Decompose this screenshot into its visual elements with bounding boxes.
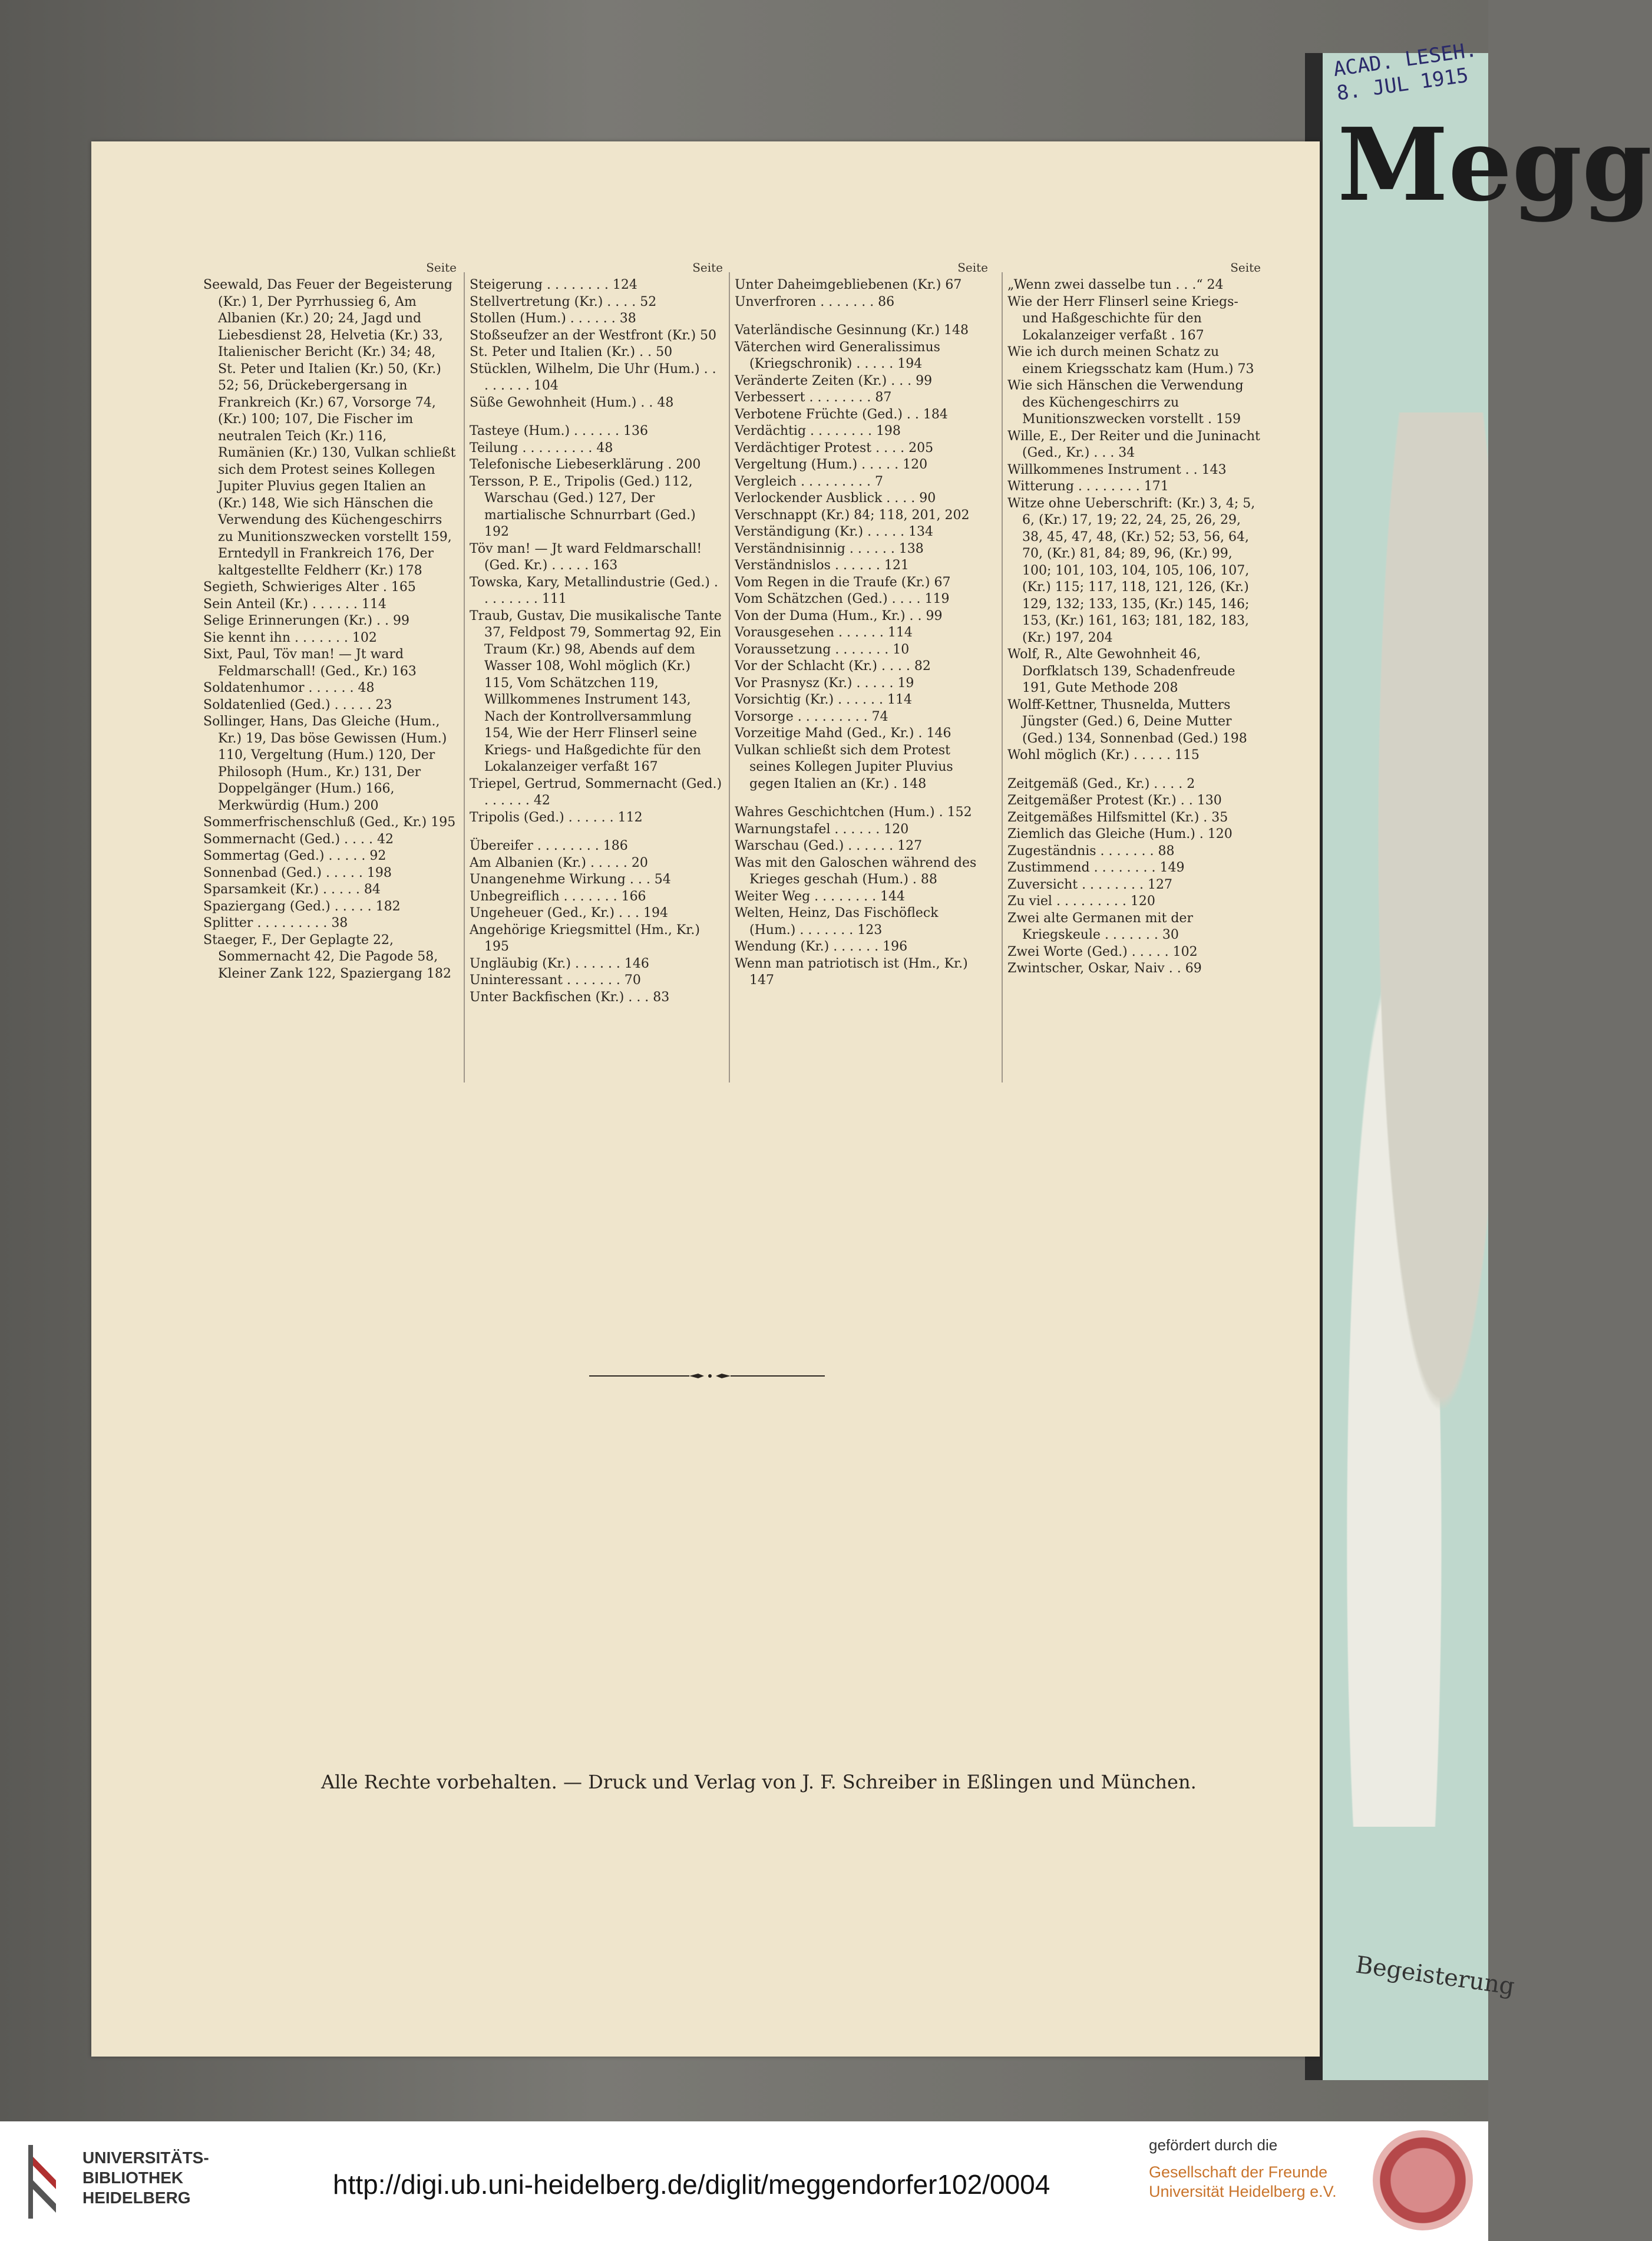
index-entry: Zeitgemäßer Protest (Kr.) . . 130 bbox=[1007, 793, 1222, 808]
index-entry: Warnungstafel . . . . . . 120 bbox=[735, 821, 909, 837]
index-entry: Verständnislos . . . . . . 121 bbox=[735, 558, 909, 573]
index-entry: Vulkan schließt sich dem Protest seines Kollegen Jupiter Pluvius gegen Italien an (Kr.) . 148 bbox=[735, 742, 953, 791]
column-header: Seite bbox=[426, 260, 457, 275]
index-entry: Tripolis (Ged.) . . . . . . 112 bbox=[470, 810, 643, 825]
index-entry: Stellvertretung (Kr.) . . . . 52 bbox=[470, 294, 657, 309]
index-column-1 bbox=[203, 259, 457, 982]
index-entry: Ungläubig (Kr.) . . . . . . 146 bbox=[470, 956, 649, 971]
column-header: Seite bbox=[1230, 260, 1261, 275]
permalink-url[interactable]: http://digi.ub.uni-heidelberg.de/diglit/meggendorfer102/0004 bbox=[333, 2169, 1050, 2200]
index-entry: Von der Duma (Hum., Kr.) . . 99 bbox=[735, 608, 943, 623]
index-entry: Verlockender Ausblick . . . . 90 bbox=[735, 491, 936, 506]
index-entry: Sie kennt ihn . . . . . . . 102 bbox=[203, 630, 377, 645]
index-entry: Vorsorge . . . . . . . . . 74 bbox=[735, 709, 888, 724]
index-entry: Was mit den Galoschen während des Krieges geschah (Hum.) . 88 bbox=[735, 855, 977, 887]
index-entry: Vorausgesehen . . . . . . 114 bbox=[735, 625, 913, 640]
index-entry: Unter Backfischen (Kr.) . . . 83 bbox=[470, 989, 670, 1005]
index-entry: Übereifer . . . . . . . . 186 bbox=[470, 839, 628, 853]
index-entry: Vorsichtig (Kr.) . . . . . . 114 bbox=[735, 692, 912, 707]
index-entry bbox=[735, 311, 988, 322]
university-library-logo-icon bbox=[24, 2145, 59, 2219]
index-entry: Tasteye (Hum.) . . . . . . 136 bbox=[470, 424, 648, 438]
index-entry: Unter Daheimgebliebenen (Kr.) 67 bbox=[735, 278, 962, 292]
index-entry: Sollinger, Hans, Das Gleiche (Hum., Kr.) 19, Das böse Gewissen (Hum.) 110, Vergeltung (Hum.) 120, Der Philosoph (Hum., Kr.) 131, Der Doppelgänger (Hum.) 166, Merkwürdig (Hum.) 200 bbox=[203, 714, 447, 813]
column-divider bbox=[464, 272, 465, 1082]
index-entry: Am Albanien (Kr.) . . . . . 20 bbox=[470, 855, 648, 870]
index-entry: Zustimmend . . . . . . . . 149 bbox=[1007, 860, 1185, 875]
index-entry: Wolff-Kettner, Thusnelda, Mutters Jüngster (Ged.) 6, Deine Mutter (Ged.) 134, Sonnenbad (Ged.) 198 bbox=[1007, 697, 1247, 746]
index-entry: Wolf, R., Alte Gewohnheit 46, Dorfklatsch 139, Schadenfreude 191, Gute Methode 208 bbox=[1007, 647, 1235, 695]
index-column-2 bbox=[470, 259, 723, 1006]
index-entry: Unangenehme Wirkung . . . 54 bbox=[470, 872, 671, 887]
index-entry: Veränderte Zeiten (Kr.) . . . 99 bbox=[735, 373, 933, 388]
funding-note: gefördert durch die bbox=[1149, 2136, 1278, 2154]
index-entry: Teilung . . . . . . . . . 48 bbox=[470, 440, 613, 456]
index-entry: Witterung . . . . . . . . 171 bbox=[1007, 479, 1169, 494]
index-entry: Verdächtig . . . . . . . . 198 bbox=[735, 424, 901, 438]
university-seal-icon bbox=[1373, 2130, 1473, 2230]
decorative-ornament bbox=[589, 1373, 825, 1379]
index-entry: Soldatenlied (Ged.) . . . . . 23 bbox=[203, 697, 392, 712]
index-entry: Unbegreiflich . . . . . . . 166 bbox=[470, 889, 646, 904]
index-entry: Wendung (Kr.) . . . . . . 196 bbox=[735, 939, 908, 954]
index-entry: Selige Erinnerungen (Kr.) . . 99 bbox=[203, 613, 410, 628]
index-entry: Uninteressant . . . . . . . 70 bbox=[470, 973, 641, 988]
index-entry: Stollen (Hum.) . . . . . . 38 bbox=[470, 311, 636, 326]
copyright-footer: Alle Rechte vorbehalten. — Druck und Verlag von J. F. Schreiber in Eßlingen und München. bbox=[321, 1771, 1197, 1793]
index-entry: Wie sich Hänschen die Verwendung des Küchengeschirrs zu Munitionszwecken vorstellt . 159 bbox=[1007, 378, 1244, 427]
index-entry: Vom Regen in die Traufe (Kr.) 67 bbox=[735, 575, 951, 590]
index-entry: Zwei Worte (Ged.) . . . . . 102 bbox=[1007, 944, 1198, 959]
index-entry: Ungeheuer (Ged., Kr.) . . . 194 bbox=[470, 906, 668, 920]
index-entry: Weiter Weg . . . . . . . . 144 bbox=[735, 889, 906, 904]
index-entry: Verdächtiger Protest . . . . 205 bbox=[735, 440, 934, 456]
index-entry: Spaziergang (Ged.) . . . . . 182 bbox=[203, 899, 401, 914]
index-entry: Wie der Herr Flinserl seine Kriegs- und Haßgeschichte für den Lokalanzeiger verfaßt . 167 bbox=[1007, 294, 1238, 343]
index-entry: Sommernacht (Ged.) . . . . 42 bbox=[203, 831, 394, 847]
index-entry bbox=[735, 793, 988, 804]
cover-title: Megg bbox=[1337, 106, 1652, 224]
index-entry: Telefonische Liebeserklärung . 200 bbox=[470, 457, 701, 472]
index-entry bbox=[470, 826, 723, 838]
index-entry: Sein Anteil (Kr.) . . . . . . 114 bbox=[203, 596, 386, 612]
index-entry: Ziemlich das Gleiche (Hum.) . 120 bbox=[1007, 827, 1233, 841]
index-entry: Vor der Schlacht (Kr.) . . . . 82 bbox=[735, 659, 931, 674]
index-entry: Seewald, Das Feuer der Begeisterung (Kr.) 1, Der Pyrrhussieg 6, Am Albanien (Kr.) 20; 24, Jagd und Liebesdienst 28, Helvetia (Kr.) 33, Italienischer Bericht (Kr.) 34; 48, St. Peter und Italien (Kr.) 50, (Kr.) 52; 56, Drückebergersang in Frankreich (Kr.) 67, Vorsorge 74, (Kr.) 100; 107, Die Fischer im neutralen Teich (Kr.) 116, Rumänien (Kr.) 130, Vulkan schließt sich dem Protest seines Kollegen Jupiter Pluvius gegen Italien an (Kr.) 148, Wie sich Hänschen die Verwendung des Küchengeschirrs zu Munitionszwecken vorstellt 159, Erntedyll in Frankreich 176, Der kaltgestellte Feldherr (Kr.) 178 bbox=[203, 278, 456, 578]
index-entry: Wahres Geschichtchen (Hum.) . 152 bbox=[735, 805, 972, 820]
index-entry: Verständigung (Kr.) . . . . . 134 bbox=[735, 524, 934, 539]
index-entry: Zu viel . . . . . . . . . 120 bbox=[1007, 894, 1155, 909]
index-entry: Vaterländische Gesinnung (Kr.) 148 bbox=[735, 323, 969, 338]
university-library-name: UNIVERSITÄTS- BIBLIOTHEK HEIDELBERG bbox=[82, 2148, 209, 2207]
index-entry: Zeitgemäßes Hilfsmittel (Kr.) . 35 bbox=[1007, 810, 1228, 825]
index-entry: Warschau (Ged.) . . . . . . 127 bbox=[735, 839, 923, 853]
column-header: Seite bbox=[957, 260, 988, 275]
index-entry: Stoßseufzer an der Westfront (Kr.) 50 bbox=[470, 328, 717, 343]
index-entry: Verschnappt (Kr.) 84; 118, 201, 202 bbox=[735, 507, 970, 523]
index-entry: Tersson, P. E., Tripolis (Ged.) 112, Warschau (Ged.) 127, Der martialische Schnurrbart (Ged.) 192 bbox=[470, 474, 696, 539]
index-entry: Zugeständnis . . . . . . . 88 bbox=[1007, 843, 1175, 859]
index-entry: Sommertag (Ged.) . . . . . 92 bbox=[203, 849, 386, 863]
funding-society: Gesellschaft der Freunde Universität Heidelberg e.V. bbox=[1149, 2163, 1337, 2200]
index-entry: Wenn man patriotisch ist (Hm., Kr.) 147 bbox=[735, 956, 968, 988]
index-entry: Vom Schätzchen (Ged.) . . . . 119 bbox=[735, 592, 950, 606]
index-entry: „Wenn zwei dasselbe tun . . .“ 24 bbox=[1007, 278, 1224, 292]
index-entry: Verbotene Früchte (Ged.) . . 184 bbox=[735, 407, 948, 422]
index-entry: Sonnenbad (Ged.) . . . . . 198 bbox=[203, 865, 392, 880]
index-entry: Voraussetzung . . . . . . . 10 bbox=[735, 642, 910, 657]
index-entry: Vor Prasnysz (Kr.) . . . . . 19 bbox=[735, 675, 914, 691]
index-entry: Verbessert . . . . . . . . 87 bbox=[735, 390, 892, 405]
index-entry: Splitter . . . . . . . . . 38 bbox=[203, 916, 348, 930]
index-entry: Witze ohne Ueberschrift: (Kr.) 3, 4; 5, 6, (Kr.) 17, 19; 22, 24, 25, 26, 29, 38, 45, 47, 48, (Kr.) 52; 53, 56, 64, 70, (Kr.) 81, 84; 89, 96, (Kr.) 99, 100; 101, 103, 104, 105, 106, 107, (Kr.) 115; 117, 118, 121, 126, (Kr.) 129, 132; 133, 135, (Kr.) 145, 146; 153, (Kr.) 161, 163; 181, 182, 183, (Kr.) 197, 204 bbox=[1007, 496, 1255, 645]
index-entry: Süße Gewohnheit (Hum.) . . 48 bbox=[470, 395, 674, 410]
index-entry: Vergeltung (Hum.) . . . . . 120 bbox=[735, 457, 928, 472]
index-column-4 bbox=[1007, 259, 1261, 978]
index-entry: Zwintscher, Oskar, Naiv . . 69 bbox=[1007, 961, 1202, 976]
index-entry: Vergleich . . . . . . . . . 7 bbox=[735, 474, 883, 489]
index-entry: Sixt, Paul, Töv man! — Jt ward Feldmarschall! (Ged., Kr.) 163 bbox=[203, 647, 417, 679]
index-entry: Verständnisinnig . . . . . . 138 bbox=[735, 541, 924, 556]
index-entry: Zuversicht . . . . . . . . 127 bbox=[1007, 877, 1172, 892]
index-entry: Stücklen, Wilhelm, Die Uhr (Hum.) . . . . . . . . 104 bbox=[470, 361, 716, 393]
index-entry: Segieth, Schwieriges Alter . 165 bbox=[203, 580, 416, 595]
index-entry: Steigerung . . . . . . . . 124 bbox=[470, 278, 637, 292]
index-entry: Zwei alte Germanen mit der Kriegskeule . . . . . . . 30 bbox=[1007, 910, 1193, 942]
index-entry: Soldatenhumor . . . . . . 48 bbox=[203, 681, 375, 695]
cover-caption: Begeisterung bbox=[1354, 1951, 1516, 2001]
index-entry: Towska, Kary, Metallindustrie (Ged.) . . . . . . . . 111 bbox=[470, 575, 718, 606]
index-entry: Unverfroren . . . . . . . 86 bbox=[735, 294, 895, 309]
index-entry: Willkommenes Instrument . . 143 bbox=[1007, 462, 1227, 477]
index-entry bbox=[470, 411, 723, 423]
index-column-3 bbox=[735, 259, 988, 989]
index-entry: Zeitgemäß (Ged., Kr.) . . . . 2 bbox=[1007, 776, 1195, 791]
index-entry: Wille, E., Der Reiter und die Juninacht (Ged., Kr.) . . . 34 bbox=[1007, 428, 1260, 460]
index-entry: Wohl möglich (Kr.) . . . . . 115 bbox=[1007, 748, 1200, 763]
index-entry: St. Peter und Italien (Kr.) . . 50 bbox=[470, 345, 673, 359]
column-divider bbox=[1002, 272, 1003, 1082]
column-divider bbox=[729, 272, 730, 1082]
index-entry: Sparsamkeit (Kr.) . . . . . 84 bbox=[203, 882, 381, 897]
index-entry: Sommerfrischenschluß (Ged., Kr.) 195 bbox=[203, 815, 456, 830]
index-entry bbox=[1007, 764, 1261, 776]
index-entry: Wie ich durch meinen Schatz zu einem Kriegsschatz kam (Hum.) 73 bbox=[1007, 345, 1254, 377]
index-entry: Triepel, Gertrud, Sommernacht (Ged.) . . . . . . 42 bbox=[470, 776, 722, 808]
index-entry: Staeger, F., Der Geplagte 22, Sommernacht 42, Die Pagode 58, Kleiner Zank 122, Spaziergang 182 bbox=[203, 932, 451, 981]
column-header: Seite bbox=[692, 260, 723, 275]
index-entry: Angehörige Kriegsmittel (Hm., Kr.) 195 bbox=[470, 922, 700, 954]
cover-illustration bbox=[1331, 412, 1488, 1827]
index-entry: Vorzeitige Mahd (Ged., Kr.) . 146 bbox=[735, 726, 951, 741]
library-stamp: ACAD. LESEH. 8. JUL 1915 bbox=[1331, 38, 1479, 105]
index-entry: Töv man! — Jt ward Feldmarschall! (Ged. Kr.) . . . . . 163 bbox=[470, 541, 702, 573]
index-entry: Traub, Gustav, Die musikalische Tante 37, Feldpost 79, Sommertag 92, Ein Traum (Kr.) 98, Abends auf dem Wasser 108, Wohl möglich (Kr.) 115, Vom Schätzchen 119, Willkommenes Instrument 143, Nach der Kontrollversammlung 154, Wie der Herr Flinserl seine Kriegs- und Haßgedichte für den Lokalanzeiger verfaßt 167 bbox=[470, 608, 722, 774]
index-entry: Väterchen wird Generalissimus (Kriegschronik) . . . . . 194 bbox=[735, 339, 940, 371]
index-entry: Welten, Heinz, Das Fischöfleck (Hum.) . . . . . . . 123 bbox=[735, 906, 939, 938]
